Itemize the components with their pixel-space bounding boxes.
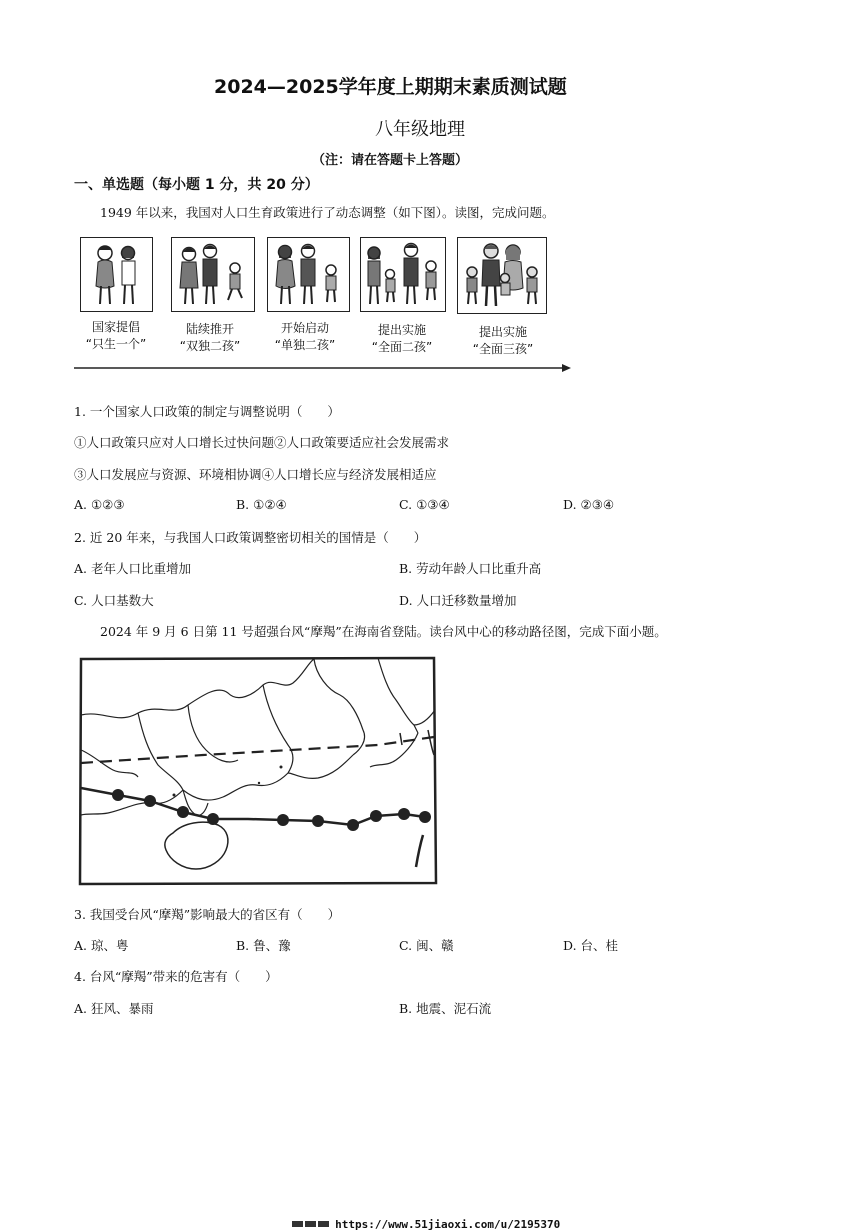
policy-panel-universal-three-child [457, 237, 547, 314]
question-4-option-a[interactable]: A. 狂风、暴雨 [74, 1001, 154, 1016]
policy-panel-both-only-child [171, 237, 255, 312]
question-3-option-a[interactable]: A. 琼、粤 [74, 938, 129, 953]
policy-caption: 提出实施 “全面三孩” [472, 325, 534, 356]
policy-caption: 提出实施 “全面二孩” [371, 323, 433, 354]
question-1-stem: 1. 一个国家人口政策的制定与调整说明（ ） [74, 404, 340, 419]
policy-panel-universal-two-child [360, 237, 446, 312]
question-2-option-b[interactable]: B. 劳动年龄人口比重升高 [399, 561, 542, 576]
section-intro: 1949 年以来，我国对人口生育政策进行了动态调整（如下图）。读图，完成问题。 [100, 205, 555, 220]
question-1-statements-a: ①人口政策只应对人口增长过快问题②人口政策要适应社会发展需求 [74, 435, 450, 450]
timeline-arrow-icon [74, 362, 574, 374]
policy-caption: 开始启动 “单独二孩” [274, 321, 336, 352]
policy-caption: 陆续推开 “双独二孩” [179, 322, 241, 353]
family-adults-child-icon [172, 238, 253, 310]
family-two-adults-icon [81, 238, 151, 310]
question-3-option-c[interactable]: C. 闽、赣 [399, 938, 454, 953]
typhoon-track-map [78, 655, 440, 887]
question-2-option-c[interactable]: C. 人口基数大 [74, 593, 154, 608]
question-3-option-b[interactable]: B. 鲁、豫 [236, 938, 291, 953]
question-1-option-d[interactable]: D. ②③④ [563, 497, 615, 512]
page-subtitle: 八年级地理 [375, 119, 465, 140]
footer-watermark [292, 1213, 560, 1232]
family-adults-child-icon [268, 238, 348, 310]
question-1-statements-b: ③人口发展应与资源、环境相协调④人口增长应与经济发展相适应 [74, 467, 437, 482]
policy-panel-one-child [80, 237, 153, 312]
question-2-option-a[interactable]: A. 老年人口比重增加 [74, 561, 191, 576]
page-title: 2024—2025学年度上期期末素质测试题 [214, 76, 567, 98]
policy-panel-single-only-child [267, 237, 350, 312]
family-two-children-icon [361, 238, 444, 310]
question-4-stem: 4. 台风“摩羯”带来的危害有（ ） [74, 969, 278, 984]
question-1-option-a[interactable]: A. ①②③ [74, 497, 125, 512]
footer-url[interactable]: https://www.51jiaoxi.com/u/2195370 [335, 1218, 561, 1231]
question-2-stem: 2. 近 20 年来，与我国人口政策调整密切相关的国情是（ ） [74, 530, 427, 545]
question-2-option-d[interactable]: D. 人口迁移数量增加 [399, 593, 517, 608]
logo-stamp-icon [292, 1220, 330, 1228]
question-3-stem: 3. 我国受台风“摩羯”影响最大的省区有（ ） [74, 907, 341, 922]
question-3-option-d[interactable]: D. 台、桂 [563, 938, 619, 953]
typhoon-intro: 2024 年 9 月 6 日第 11 号超强台风“摩羯”在海南省登陆。读台风中心的移动路径图，完成下面小题。 [100, 624, 667, 639]
policy-caption: 国家提倡 “只生一个” [85, 320, 147, 351]
family-three-children-icon [458, 238, 545, 312]
exam-note: （注：请在答题卡上答题） [312, 153, 469, 168]
question-1-option-c[interactable]: C. ①③④ [399, 497, 450, 512]
section-heading: 一、单选题（每小题 1 分，共 20 分） [74, 177, 319, 193]
question-1-option-b[interactable]: B. ①②④ [236, 497, 287, 512]
question-4-option-b[interactable]: B. 地震、泥石流 [399, 1001, 492, 1016]
